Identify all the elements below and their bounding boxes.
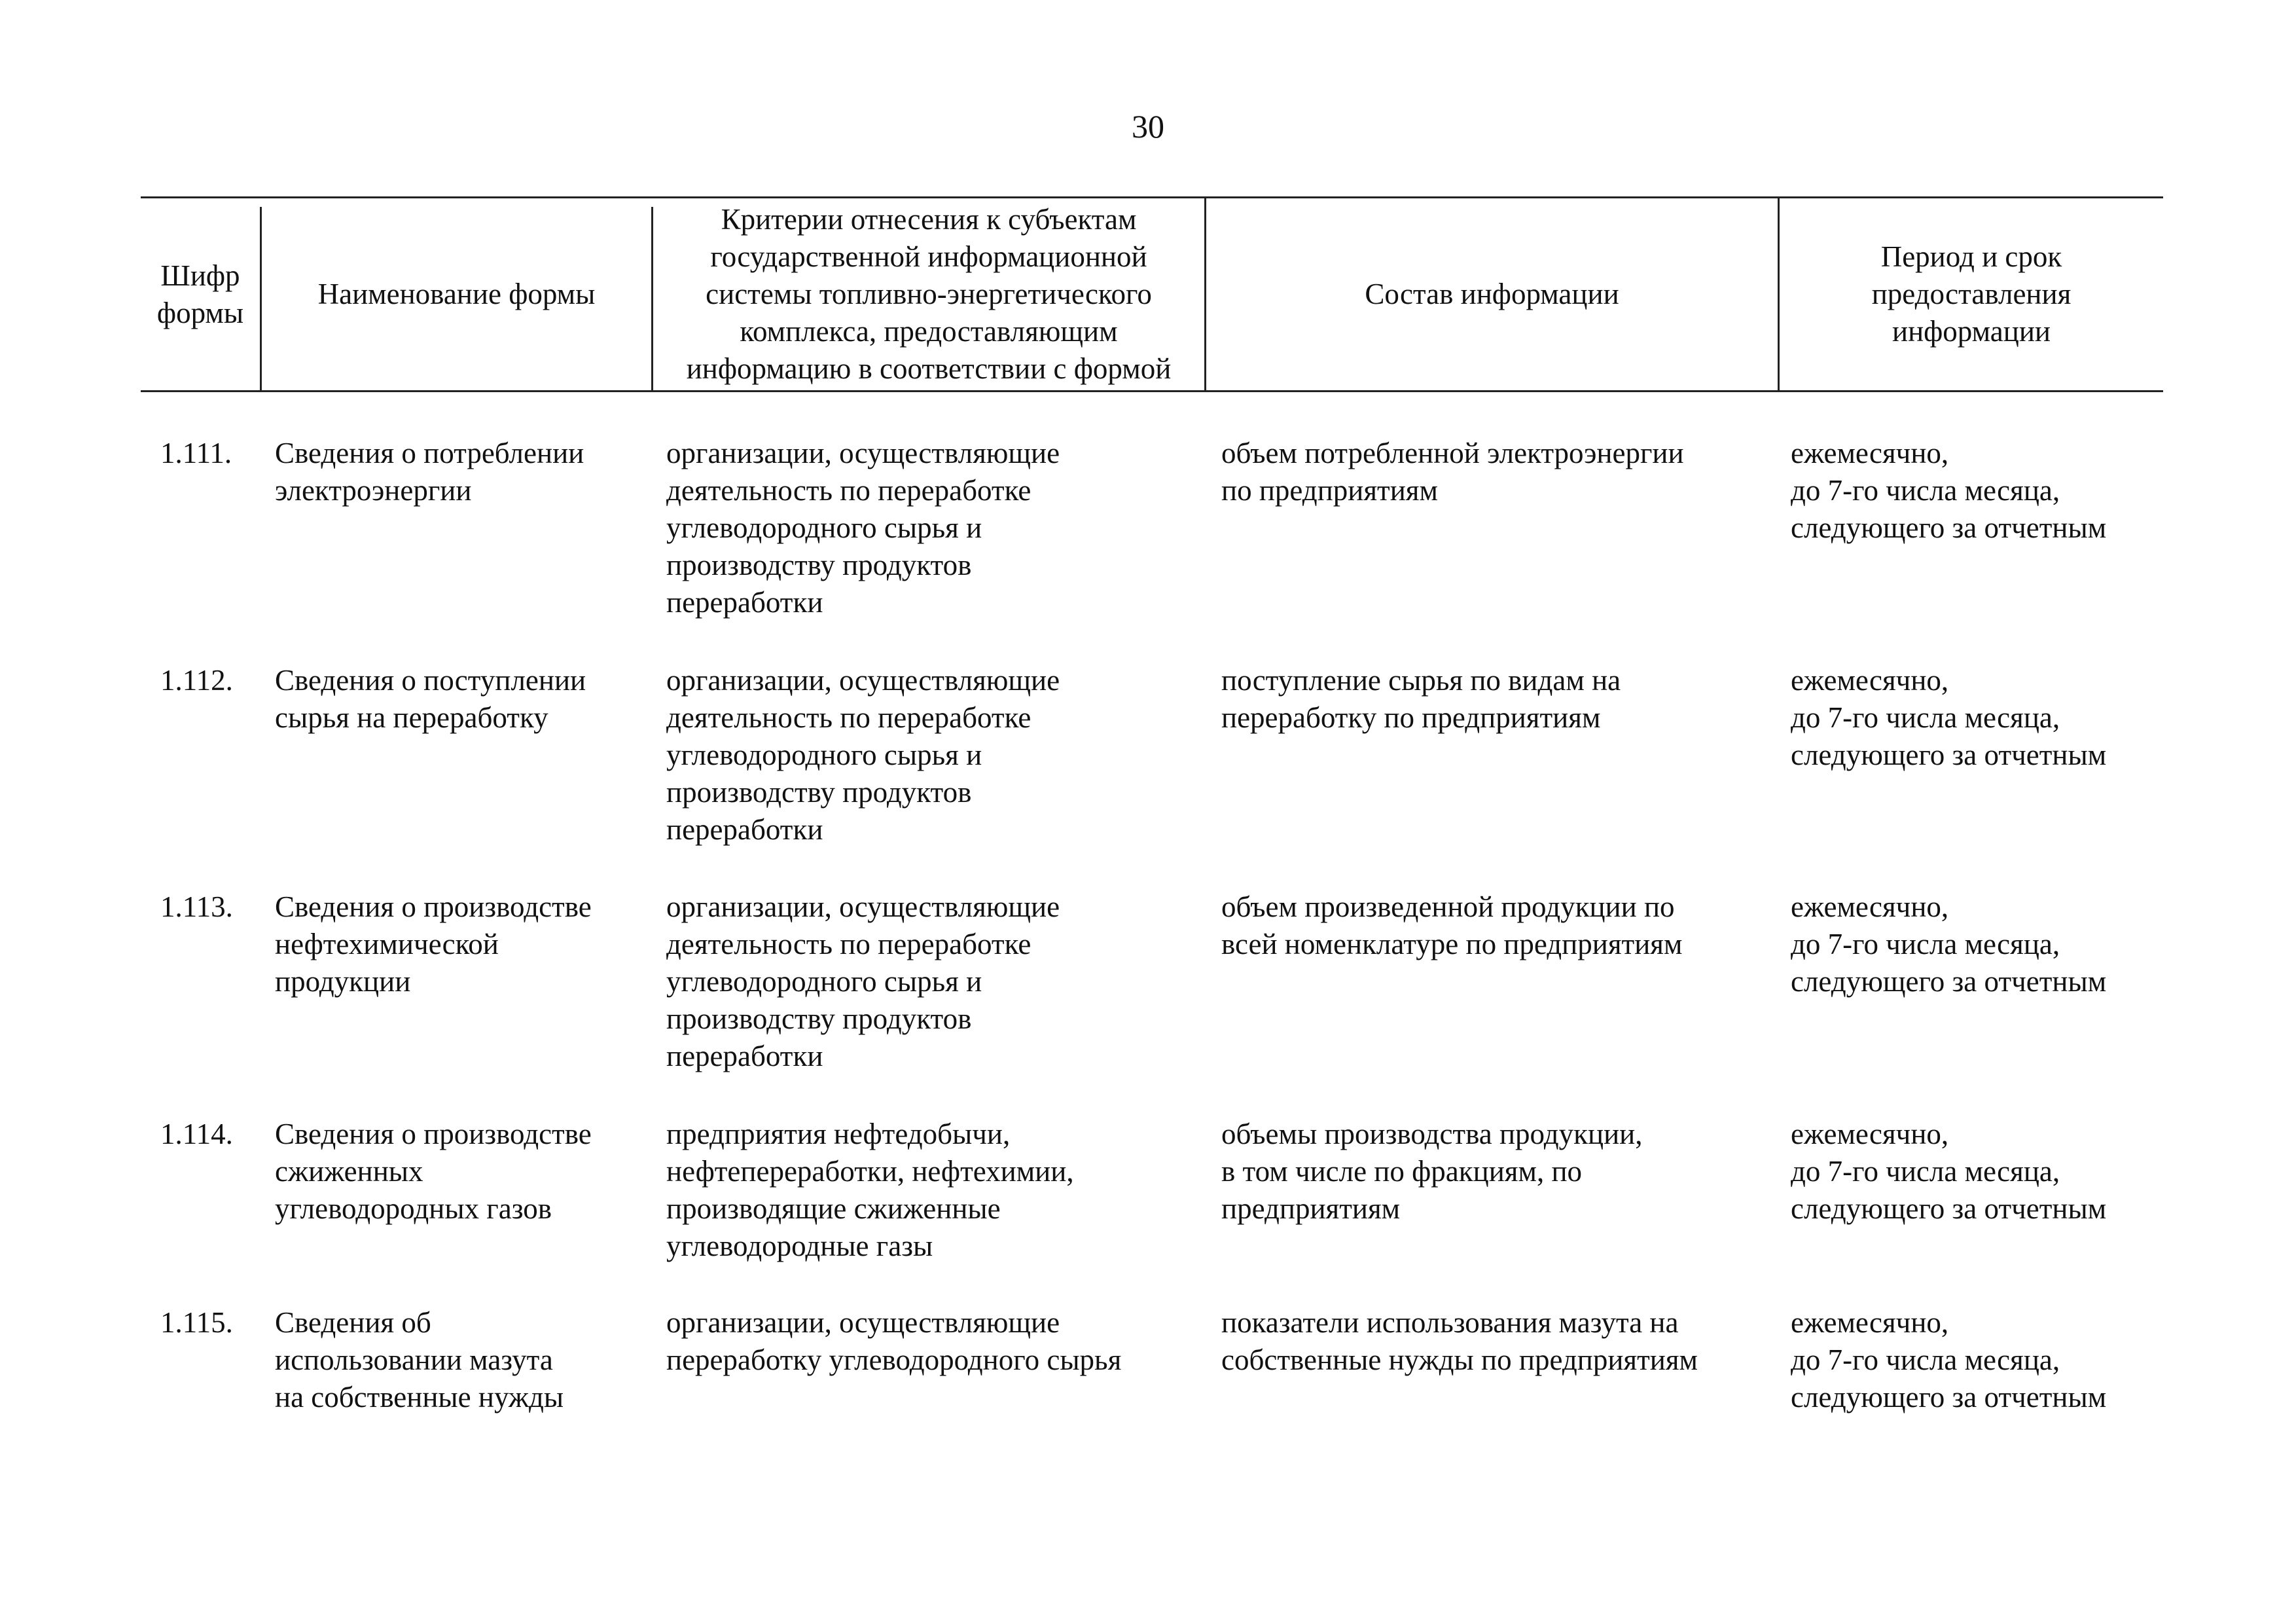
row-1-name: Сведения о потреблении электроэнергии	[275, 437, 584, 507]
row-2-composition: поступление сырья по видам на переработку по предприятиям	[1221, 664, 1621, 734]
row-4-criteria: предприятия нефтедобычи, нефтепереработки, нефтехимии, производящие сжиженные углеводородные газы	[666, 1118, 1074, 1262]
row-1-criteria: организации, осуществляющие деятельность по переработке углеводородного сырья и производству продуктов переработки	[666, 437, 1060, 619]
row-3-code: 1.113.	[160, 890, 233, 923]
header-name-text: Наименование формы	[317, 278, 596, 310]
row-4-name: Сведения о производстве сжиженных углеводородных газов	[275, 1118, 592, 1225]
row-5-criteria: организации, осуществляющие переработку углеводородного сырья	[666, 1306, 1122, 1376]
row-2-period: ежемесячно, до 7-го числа месяца, следующего за отчетным	[1791, 664, 2107, 771]
row-5-name: Сведения об использовании мазута на собственные нужды	[275, 1306, 564, 1413]
header-name	[262, 198, 651, 390]
header-period-text: Период и срок предоставления информации	[1871, 240, 2072, 348]
row-2-name: Сведения о поступлении сырья на переработку	[275, 664, 586, 734]
header-code-text: Шифр формы	[156, 259, 244, 329]
row-3-composition: объем произведенной продукции по всей номенклатуре по предприятиям	[1221, 890, 1683, 960]
row-3-criteria: организации, осуществляющие деятельность по переработке углеводородного сырья и производству продуктов переработки	[666, 890, 1060, 1072]
row-4-period: ежемесячно, до 7-го числа месяца, следующего за отчетным	[1791, 1118, 2107, 1225]
page-number: 30	[1132, 108, 1164, 145]
table-header-bottom-rule	[141, 390, 2163, 392]
row-1-code: 1.111.	[160, 437, 232, 469]
row-4-composition: объемы производства продукции, в том числе по фракциям, по предприятиям	[1221, 1118, 1643, 1225]
header-composition-text: Состав информации	[1365, 278, 1619, 310]
row-5-period: ежемесячно, до 7-го числа месяца, следующего за отчетным	[1791, 1306, 2107, 1413]
header-composition	[1206, 198, 1778, 390]
header-criteria	[653, 198, 1204, 390]
row-1-period: ежемесячно, до 7-го числа месяца, следующего за отчетным	[1791, 437, 2107, 544]
row-5-code: 1.115.	[160, 1306, 233, 1339]
row-4-code: 1.114.	[160, 1118, 233, 1150]
row-1-composition: объем потребленной электроэнергии по предприятиям	[1221, 437, 1684, 507]
header-criteria-text: Критерии отнесения к субъектам государственной информационной системы топливно-энергетического комплекса, предоставляющим информацию в соответствии с формой	[686, 203, 1172, 385]
row-5-composition: показатели использования мазута на собственные нужды по предприятиям	[1221, 1306, 1698, 1376]
header-period	[1780, 198, 2163, 390]
row-2-code: 1.112.	[160, 664, 233, 697]
row-3-name: Сведения о производстве нефтехимической продукции	[275, 890, 592, 998]
header-code	[141, 198, 260, 390]
row-3-period: ежемесячно, до 7-го числа месяца, следующего за отчетным	[1791, 890, 2107, 998]
row-2-criteria: организации, осуществляющие деятельность по переработке углеводородного сырья и производству продуктов переработки	[666, 664, 1060, 846]
